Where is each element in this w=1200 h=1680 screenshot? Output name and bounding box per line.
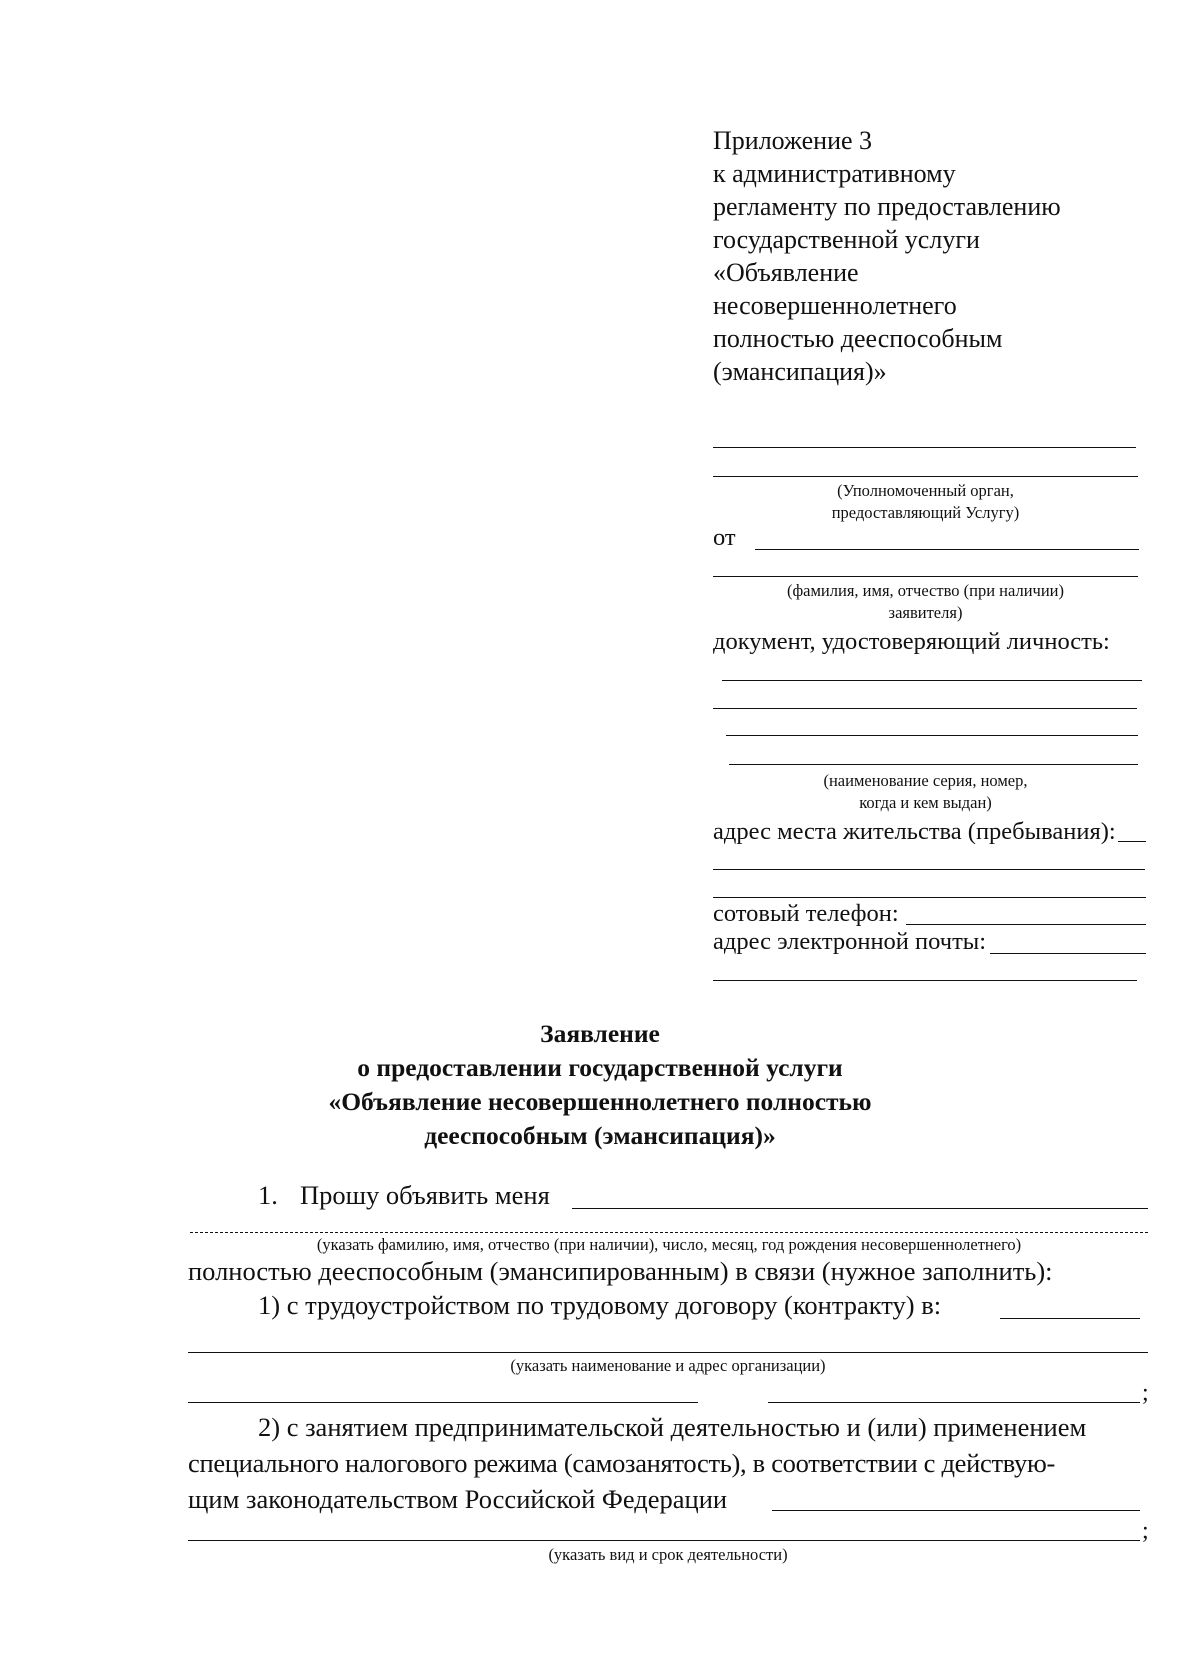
appendix-line: к административному	[713, 159, 956, 188]
semicolon: ;	[1142, 1518, 1149, 1544]
address-label: адрес места жительства (пребывания):	[713, 818, 1116, 845]
option1-text: 1) с трудоустройством по трудовому договору (контракту) в:	[258, 1290, 942, 1320]
authority-fill-line[interactable]	[713, 447, 1136, 448]
minor-name-fill-line[interactable]	[190, 1232, 1148, 1233]
minor-caption: (указать фамилию, имя, отчество (при наличии), число, месяц, год рождения несовершеннолетнего)	[316, 1235, 1022, 1254]
appendix-line: «Объявление	[713, 258, 859, 287]
option2-line2: специального налогового режима (самозанятость), в соответствии с действую-	[188, 1448, 1056, 1478]
address-fill-line[interactable]	[713, 869, 1145, 870]
organization-fill-line[interactable]	[188, 1352, 1148, 1353]
appendix-line: регламенту по предоставлению	[713, 192, 1061, 221]
email-label: адрес электронной почты:	[713, 928, 987, 955]
document-fill-line[interactable]	[713, 708, 1137, 709]
organization-caption: (указать наименование и адрес организации)	[510, 1356, 826, 1375]
from-label: от	[713, 524, 736, 551]
activity-fill-line[interactable]	[772, 1510, 1140, 1511]
document-fill-line[interactable]	[722, 680, 1142, 681]
phone-fill-line[interactable]	[906, 924, 1146, 925]
document-fill-line[interactable]	[729, 764, 1138, 765]
appendix-line: государственной услуги	[713, 225, 980, 254]
email-fill-line[interactable]	[990, 953, 1146, 954]
appendix-line: полностью дееспособным	[713, 324, 1003, 353]
item1-text: Прошу объявить меня	[300, 1180, 550, 1210]
authority-fill-line[interactable]	[713, 476, 1138, 477]
authority-caption: (Уполномоченный орган, предоставляющий Услугу)	[831, 481, 1020, 522]
document-caption: (наименование серия, номер, когда и кем выдан)	[823, 771, 1028, 812]
organization-fill-line[interactable]	[188, 1402, 698, 1403]
appendix-header	[713, 124, 1153, 388]
applicant-fill-line[interactable]	[755, 549, 1139, 550]
id-document-label: документ, удостоверяющий личность:	[713, 628, 1110, 655]
basis-text: полностью дееспособным (эмансипированным) в связи (нужное заполнить):	[188, 1256, 1053, 1286]
organization-fill-line[interactable]	[768, 1402, 1140, 1403]
appendix-line: Приложение 3	[713, 126, 873, 155]
applicant-caption: (фамилия, имя, отчество (при наличии) заявителя)	[786, 581, 1064, 622]
appendix-line: несовершеннолетнего	[713, 291, 957, 320]
semicolon: ;	[1142, 1380, 1149, 1406]
option2-line1: 2) с занятием предпринимательской деятельностью и (или) применением	[258, 1412, 1087, 1442]
email-fill-line[interactable]	[713, 980, 1137, 981]
address-fill-line[interactable]	[1118, 841, 1146, 842]
applicant-fill-line[interactable]	[713, 576, 1138, 577]
minor-name-fill-line[interactable]	[572, 1208, 1148, 1209]
document-fill-line[interactable]	[726, 735, 1138, 736]
appendix-line: (эмансипация)»	[713, 357, 887, 386]
activity-fill-line[interactable]	[188, 1540, 1140, 1541]
address-fill-line[interactable]	[713, 897, 1146, 898]
item1-number: 1.	[258, 1180, 278, 1210]
organization-fill-line[interactable]	[1000, 1318, 1140, 1319]
activity-caption: (указать вид и срок деятельности)	[548, 1545, 788, 1564]
document-title: Заявление о предоставлении государственной услуги «Объявление несовершеннолетнего полностью дееспособным (эмансипация)»	[328, 1019, 872, 1150]
option2-line3: щим законодательством Российской Федерации	[188, 1484, 728, 1514]
phone-label: сотовый телефон:	[713, 900, 899, 927]
